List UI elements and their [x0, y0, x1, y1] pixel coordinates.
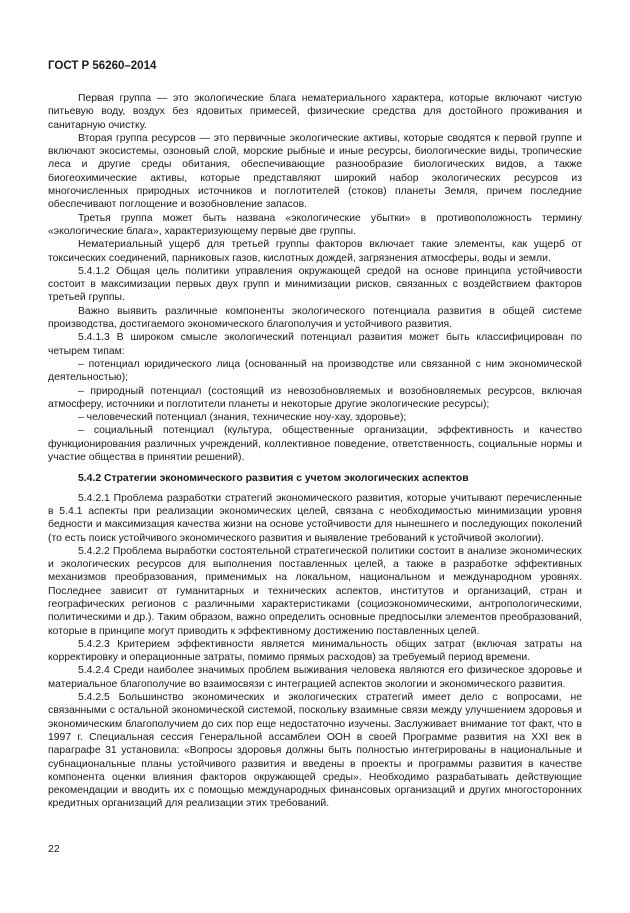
list-item: – социальный потенциал (культура, общественные организации, эффективность и качество функционирования различных учреждений, коллективное поведение, ответственность, социальные нормы и участие общества в принятии решений). [48, 425, 582, 464]
paragraph: Нематериальный ущерб для третьей группы факторов включает такие элементы, как ущерб от токсических соединений, парниковых газов, кислотных дождей, загрязнения атмосферы, воды и земли. [48, 239, 582, 264]
paragraph: Вторая группа ресурсов — это первичные экологические активы, которые сводятся к первой группе и включают экосистемы, озоновый слой, морские рыбные и иные ресурсы, биологические виды, тропические леса и другие среды обитания, обеспечивающие разнообразие биологических видов, а также биогеохимические активы, которые представляют широкий набор экологических ресурсов из многочисленных природных источников и поглотителей (стоков) планеты Земля, причем последние обеспечивают поглощение и возобновление запасов. [48, 132, 582, 211]
document-body [48, 92, 582, 811]
list-item: – потенциал юридического лица (основанный на производстве или связанной с ним экономической деятельностью); [48, 358, 582, 384]
paragraph: 5.4.1.3 В широком смысле экологический потенциал развития может быть классифицирован по четырем типам: [48, 332, 582, 357]
document-header: ГОСТ Р 56260–2014 [48, 60, 157, 72]
section-heading: 5.4.2 Стратегии экономического развития с учетом экологических аспектов [78, 473, 469, 485]
paragraph: 5.4.2.1 Проблема разработки стратегий экономического развития, которые учитывают перечисленные в 5.4.1 аспекты при реализации экономических целей, связана с необходимостью минимизации уровня бедности и максимизация качества жизни на основе устойчивости для нынешнего и последующих поколений (то есть поиск устойчивого экономического развития и выявление требований к устойчивой экологии). [48, 492, 582, 544]
paragraph: Третья группа может быть названа «экологические убытки» в противоположность термину «экологические блага», характеризующему первые две группы. [48, 212, 582, 237]
paragraph: 5.4.2.4 Среди наиболее значимых проблем выживания человека являются его физическое здоровье и материальное благополучие во взаимосвязи с интеграцией аспектов экологии и экономического развития. [48, 665, 582, 690]
paragraph: Первая группа — это экологические блага нематериального характера, которые включают чистую питьевую воду, воздух без ядовитых примесей, физические средства для достойного проживания и санитарную очистку. [48, 93, 582, 131]
paragraph: Важно выявить различные компоненты экологического потенциала развития в общей системе производства, достигаемого экономического благополучия и устойчивого развития. [48, 305, 582, 331]
list-item: – природный потенциал (состоящий из невозобновляемых и возобновляемых ресурсов, включая атмосферу, источники и поглотители планеты и некоторые другие экологические ресурсы); [48, 385, 582, 410]
paragraph: 5.4.2.5 Большинство экономических и экологических стратегий имеет дело с вопросами, не связанными с остальной экономической системой, поскольку взаимные связи между улучшением здоровья и экономическим благополучием до сих пор еще недостаточно изучены. Заслуживает внимание тот факт, что в 1997 г. Специальная сессия Генеральной ассамблеи ООН в своей Программе развития на XXI век в параграфе 31 установила: «Вопросы здоровья должны быть полностью интегрированы в национальные и субнациональные планы устойчивого развития и введены в проекты и программы развития в качестве компонента оценки влияния факторов окружающей среды». Необходимо разрабатывать действующие рекомендации и вводить их с помощью международных финансовых организаций и других многосторонних кредитных организаций для реализации этих требований. [48, 692, 582, 810]
list-item: – человеческий потенциал (знания, технические ноу-хау, здоровье); [78, 412, 407, 424]
paragraph: 5.4.2.3 Критерием эффективности является минимальность общих затрат (включая затраты на корректировку и операционные затраты, помимо прямых расходов) за требуемый период времени. [48, 638, 582, 664]
page-number: 22 [48, 843, 60, 855]
paragraph: 5.4.1.2 Общая цель политики управления окружающей средой на основе принципа устойчивости состоит в максимизации первых двух групп и минимизации рисков, связанных с воздействием факторов третьей группы. [48, 265, 582, 304]
paragraph: 5.4.2.2 Проблема выработки состоятельной стратегической политики состоит в анализе экономических и экологических ресурсов для выполнения поставленных целей, а также в разработке эффективных механизмов преобразования, применимых на локальном, национальном и международном уровнях. Последнее зависит от гуманитарных и технических аспектов, институтов и организаций, стран и географических регионов с различными характеристиками (социоэкономическими, антропологическими, политическими и др.). Таким образом, важно определить основные предпосылки элементов преобразований, которые в принципе могут приводить к эффективному достижению поставленных целей. [48, 545, 582, 637]
